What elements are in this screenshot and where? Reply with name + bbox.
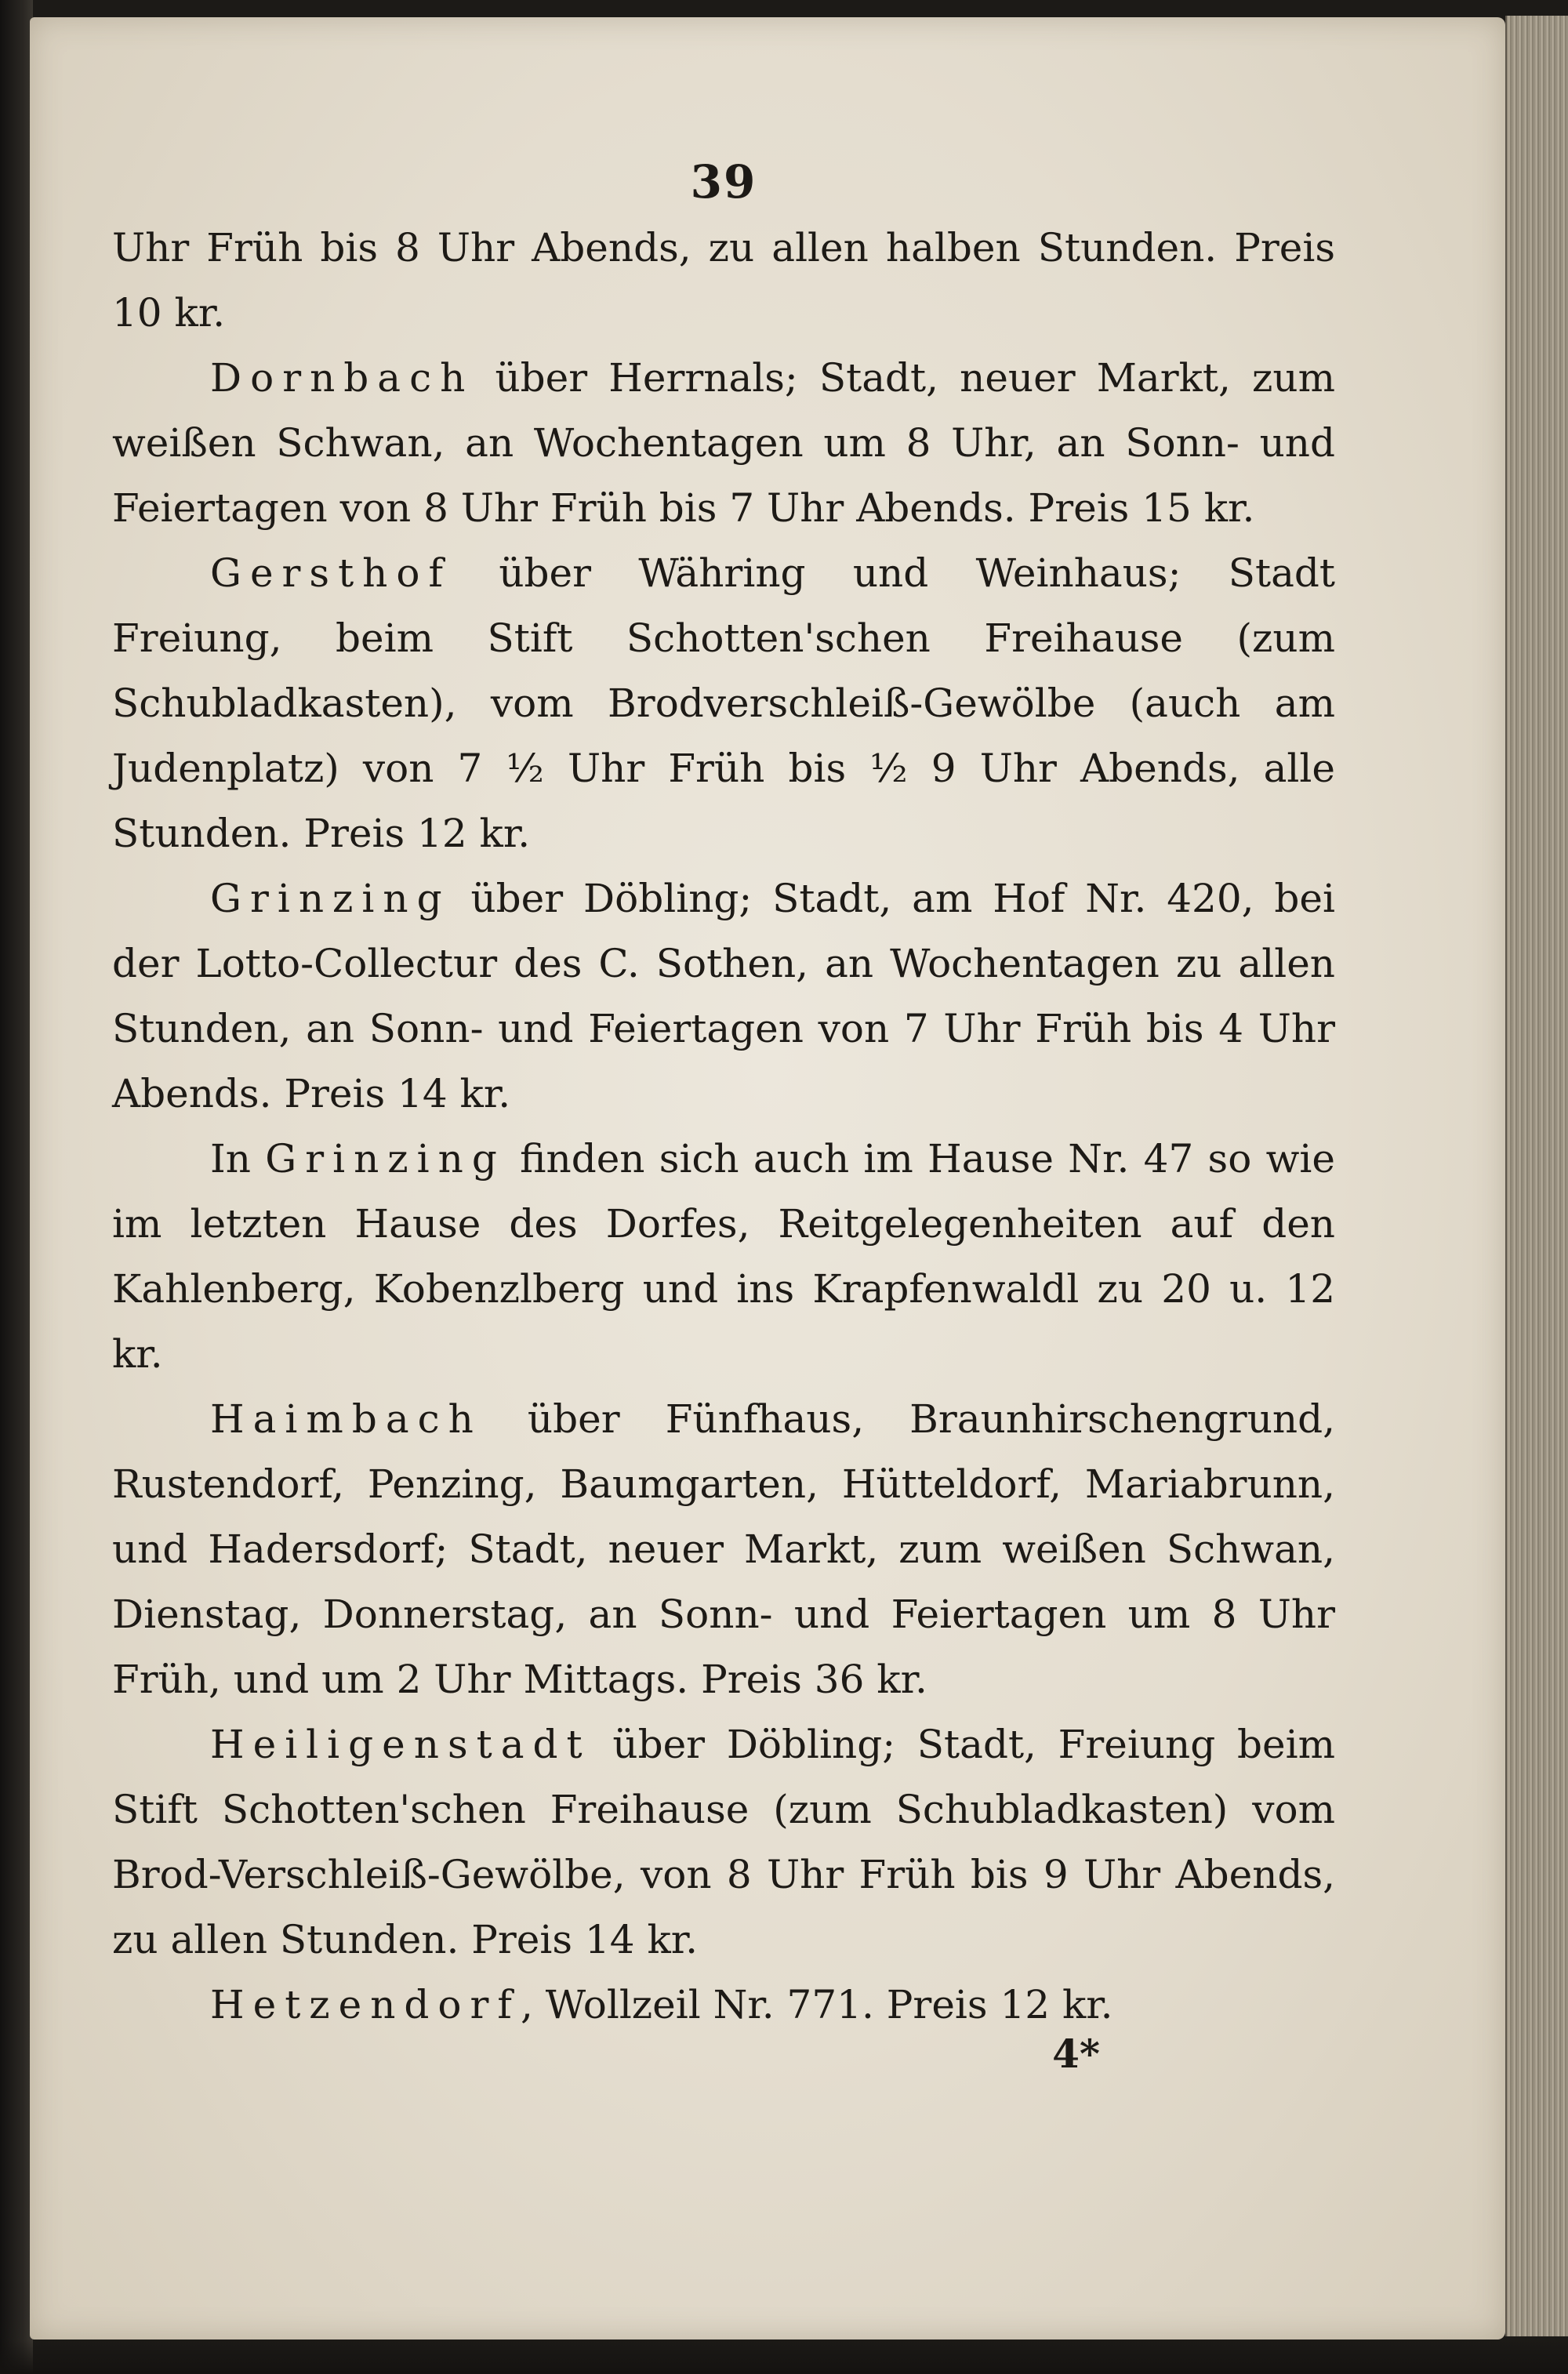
place-name: Haimbach <box>210 1396 482 1442</box>
signature-mark: 4* <box>1052 2031 1100 2077</box>
place-name: Dornbach <box>210 355 474 401</box>
entry-text: über Fünfhaus, Braunhirschengrund, Rustendorf, Penzing, Baumgarten, Hütteldorf, Mariabrunn, und Hadersdorf; Stadt, neuer Markt, zum weißen Schwan, Dienstag, Donnerstag, an Sonn- und Feiertagen um 8 Uhr Früh, und um 2 Uhr Mittags. Preis 36 kr. <box>112 1396 1335 1702</box>
page-text-block <box>112 154 1335 2077</box>
page-edges <box>1505 16 1568 2336</box>
entry-grinzing <box>112 866 1335 1127</box>
entry-text: über Währing und Weinhaus; Stadt Freiung, beim Stift Schotten'schen Freihause (zum Schubladkasten), vom Brodverschleiß-Gewölbe (auch am Judenplatz) von 7 ½ Uhr Früh bis ½ 9 Uhr Abends, alle Stunden. Preis 12 kr. <box>112 550 1335 856</box>
entry-dornbach <box>112 346 1335 541</box>
place-name: Grinzing <box>210 876 451 921</box>
place-name: Hetzendorf <box>210 1982 521 2027</box>
entry-text: über Döbling; Stadt, Freiung beim Stift Schotten'schen Freihause (zum Schubladkasten) vom Brod-Verschleiß-Gewölbe, von 8 Uhr Früh bis 9 Uhr Abends, zu allen Stunden. Preis 14 kr. <box>112 1722 1335 1962</box>
entry-lead: In <box>210 1136 266 1182</box>
paragraph-text: Uhr Früh bis 8 Uhr Abends, zu allen halben Stunden. Preis 10 kr. <box>112 225 1335 336</box>
entry-heiligenstadt <box>112 1712 1335 1973</box>
entry-grinzing-note <box>112 1127 1335 1387</box>
place-name: Grinzing <box>265 1136 506 1182</box>
paragraph-continuation <box>112 216 1335 346</box>
entry-haimbach <box>112 1387 1335 1712</box>
place-name: Gersthof <box>210 550 452 596</box>
entry-text: , Wollzeil Nr. 771. Preis 12 kr. <box>520 1982 1113 2027</box>
place-name: Heiligenstadt <box>210 1722 591 1767</box>
book-page <box>30 17 1505 2340</box>
bottom-shadow <box>0 2340 1568 2374</box>
entry-hetzendorf <box>112 1973 1335 2038</box>
entry-text: finden sich auch im Hause Nr. 47 so wie im letzten Hause des Dorfes, Reitgelegenheiten auf den Kahlenberg, Kobenzlberg und ins Krapfenwaldl zu 20 u. 12 kr. <box>112 1136 1335 1377</box>
entry-text: über Herrnals; Stadt, neuer Markt, zum weißen Schwan, an Wochentagen um 8 Uhr, an Sonn- und Feiertagen von 8 Uhr Früh bis 7 Uhr Abends. Preis 15 kr. <box>112 355 1335 531</box>
entry-text: über Döbling; Stadt, am Hof Nr. 420, bei der Lotto-Collectur des C. Sothen, an Wochentagen zu allen Stunden, an Sonn- und Feiertagen von 7 Uhr Früh bis 4 Uhr Abends. Preis 14 kr. <box>112 876 1335 1116</box>
entry-gersthof <box>112 541 1335 866</box>
book-binding <box>0 0 33 2374</box>
page-number: 39 <box>690 155 757 209</box>
